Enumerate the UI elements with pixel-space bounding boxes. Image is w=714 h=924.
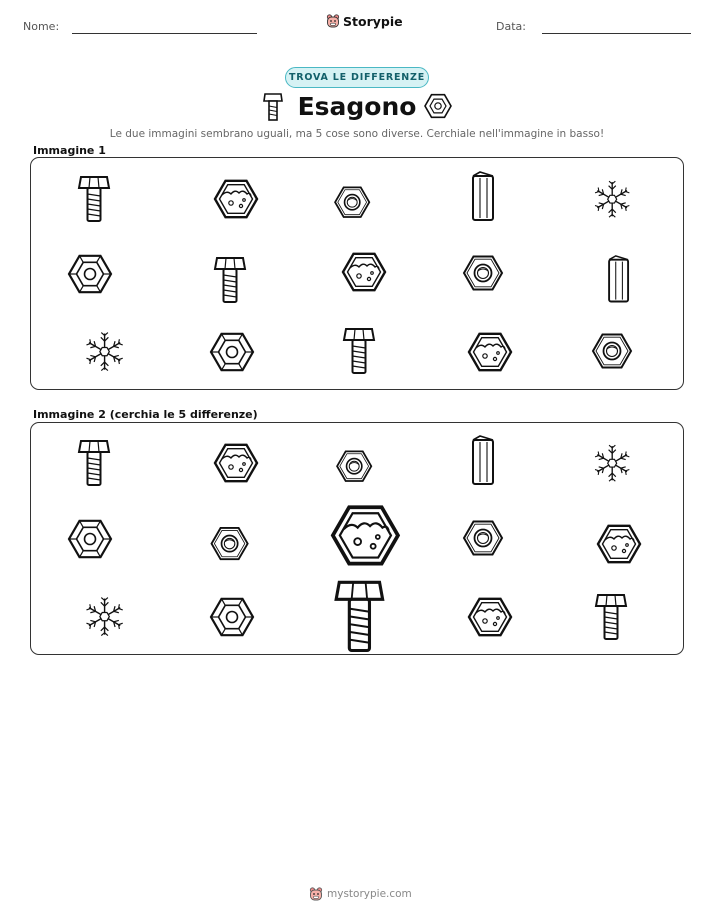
instructions: Le due immagini sembrano uguali, ma 5 cose sono diverse. Cerchiale nell'immagine in basso! — [109, 128, 605, 140]
mascot-icon — [309, 886, 323, 902]
worksheet-badge: TROVA LE DIFFERENZE — [285, 67, 429, 88]
brand-logo — [326, 13, 403, 29]
hex-nut-icon[interactable] — [455, 510, 511, 566]
hex-ring-icon[interactable] — [62, 246, 118, 302]
bolt-icon[interactable] — [316, 573, 403, 660]
hex-pencil-icon[interactable] — [455, 434, 511, 490]
bolt-icon[interactable] — [202, 252, 258, 308]
snowflake-icon[interactable] — [587, 438, 637, 488]
snowflake-icon[interactable] — [78, 325, 131, 378]
hex-ring-icon[interactable] — [62, 511, 118, 567]
hex-pencil-icon[interactable] — [592, 254, 645, 307]
page-title: Esagono — [297, 92, 417, 121]
footer — [309, 886, 412, 902]
hex-pencil-icon[interactable] — [455, 170, 511, 226]
image1-panel[interactable] — [30, 157, 684, 390]
mascot-icon — [326, 13, 340, 29]
hex-stone-icon[interactable] — [462, 324, 518, 380]
hex-ring-icon[interactable] — [204, 589, 260, 645]
hex-nut-icon[interactable] — [327, 177, 377, 227]
date-line[interactable] — [542, 33, 691, 34]
image1-label: Immagine 1 — [33, 144, 106, 157]
hex-nut-icon[interactable] — [584, 323, 640, 379]
snowflake-icon[interactable] — [587, 174, 637, 224]
hex-nut-icon[interactable] — [455, 245, 511, 301]
bolt-icon[interactable] — [583, 589, 639, 645]
hex-stone-icon[interactable] — [336, 244, 392, 300]
hex-stone-icon[interactable] — [208, 171, 264, 227]
footer-url: mystorypie.com — [327, 888, 412, 900]
snowflake-icon[interactable] — [78, 590, 131, 643]
hex-stone-icon[interactable] — [462, 589, 518, 645]
date-label: Data: — [496, 20, 526, 33]
bolt-icon[interactable] — [66, 435, 122, 491]
hex-stone-icon[interactable] — [591, 516, 647, 572]
image2-panel[interactable] — [30, 422, 684, 655]
bolt-icon[interactable] — [66, 171, 122, 227]
hex-nut-icon[interactable] — [329, 441, 379, 491]
brand-name: Storypie — [343, 13, 403, 29]
hex-ring-icon[interactable] — [204, 324, 260, 380]
image2-label: Immagine 2 (cerchia le 5 differenze) — [33, 408, 258, 421]
hex-stone-icon[interactable] — [322, 492, 409, 579]
hex-stone-icon[interactable] — [208, 435, 264, 491]
hex-ring-icon — [424, 92, 452, 124]
bolt-icon[interactable] — [331, 323, 387, 379]
name-label: Nome: — [23, 20, 60, 33]
name-line[interactable] — [72, 33, 257, 34]
hex-nut-icon[interactable] — [203, 517, 256, 570]
